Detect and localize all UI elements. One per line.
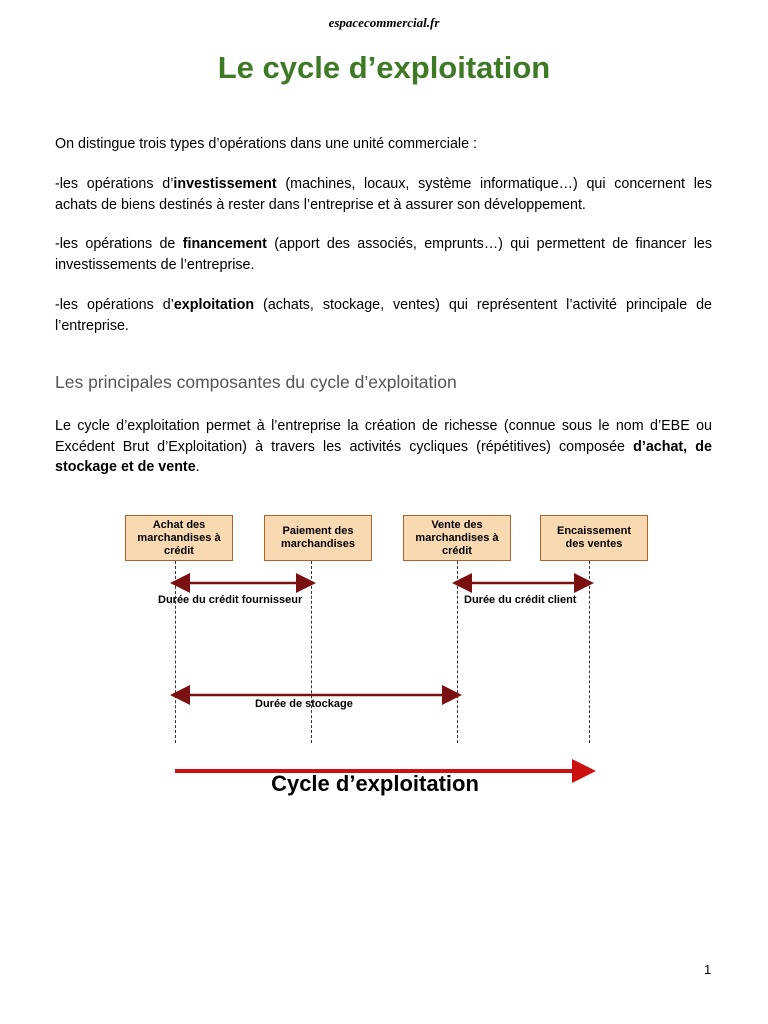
- box-achat: Achat des marchandises à crédit: [125, 515, 233, 561]
- box-paiement: Paiement des marchandises: [264, 515, 372, 561]
- op-description: (machines, locaux, système informatique…) qui concernent les achats de biens destinés à rester dans l’entreprise et à assurer son développement.: [55, 176, 712, 213]
- client-credit-label: Durée du crédit client: [464, 594, 577, 606]
- box-encaissement: Encaissement des ventes: [540, 515, 648, 561]
- op-description: (apport des associés, emprunts…) qui permettent de financer les investissements de l’entreprise.: [55, 236, 713, 273]
- op-prefix: -les opérations d’: [55, 176, 174, 192]
- op-description: (achats, stockage, ventes) qui représentent l’activité principale de l’entreprise.: [55, 297, 713, 334]
- cycle-label: Cycle d’exploitation: [271, 771, 479, 796]
- intro-paragraph: On distingue trois types d’opérations dans une unité commerciale :: [55, 136, 477, 152]
- section-text: Le cycle d’exploitation permet à l’entreprise la création de richesse (connue sous le nom d’EBE ou Excédent Brut d’Exploitation) à travers les activités cycliques (répétitives) composée: [55, 418, 712, 455]
- op-keyword: financement: [182, 236, 267, 252]
- op-keyword: investissement: [173, 176, 277, 192]
- supplier-credit-label: Durée du crédit fournisseur: [158, 594, 303, 606]
- section-end: .: [195, 459, 200, 475]
- op-prefix: -les opérations d’: [55, 297, 174, 313]
- op-keyword: exploitation: [173, 297, 255, 313]
- page-number: 1: [704, 962, 712, 977]
- op-prefix: -les opérations de: [55, 236, 183, 252]
- storage-label: Durée de stockage: [255, 698, 353, 710]
- box-vente: Vente des marchandises à crédit: [403, 515, 511, 561]
- page-title: Le cycle d’exploitation: [217, 50, 551, 85]
- site-name: espacecommercial.fr: [328, 15, 440, 30]
- section-heading: Les principales composantes du cycle d’exploitation: [55, 372, 457, 392]
- section-bold: d’achat, de stockage et de vente: [55, 438, 712, 475]
